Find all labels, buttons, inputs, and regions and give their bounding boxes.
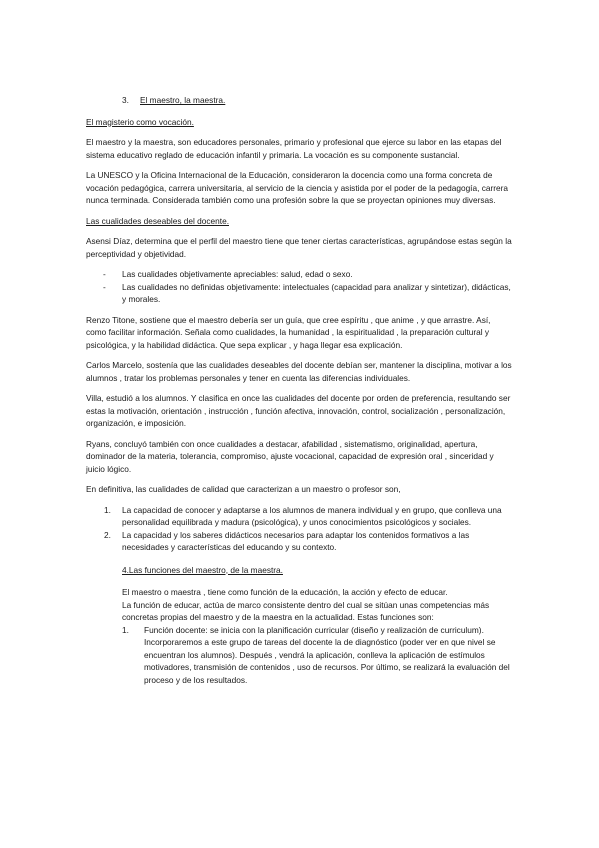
list-item-text: La capacidad de conocer y adaptarse a los alumnos de manera individual y en grupo, que conlleva una personalidad equilibrada y madura (psicológica), y unos conocimientos psicológicos y sociales. bbox=[122, 504, 502, 527]
list-item bbox=[86, 504, 513, 529]
cualidades-heading: Las cualidades deseables del docente. bbox=[86, 215, 229, 226]
dash-marker: - bbox=[103, 269, 106, 279]
section-3-title-text: El maestro, la maestra. bbox=[140, 95, 226, 105]
section-4-line-1: El maestro o maestra , tiene como función de la educación, la acción y efecto de educar. bbox=[122, 587, 448, 597]
number-marker: 1. bbox=[104, 504, 111, 515]
list-item bbox=[86, 281, 513, 306]
list-item-text: Las cualidades objetivamente apreciables: salud, edad o sexo. bbox=[122, 269, 353, 279]
section-3-number: 3. bbox=[122, 95, 129, 105]
funciones-list bbox=[122, 624, 513, 687]
dash-marker: - bbox=[103, 281, 106, 292]
cualidades-bullet-list bbox=[86, 268, 513, 306]
section-3-title bbox=[122, 94, 513, 107]
vocacion-paragraph-1: El maestro y la maestra, son educadores personales, primario y profesional que ejerce su labor en las etapas del sistema educativo reglado de educación infantil y primaria. La vocación es su componente sustancial. bbox=[86, 137, 502, 160]
list-item-text: La capacidad y los saberes didácticos necesarios para adaptar los contenidos formativos a las necesidades y características del educando y su contexto. bbox=[122, 529, 470, 552]
section-4-line-2: La función de educar, actúa de marco consistente dentro del cual se sitúan unas competencias más concretas propias del maestro y de la maestra en la actualidad. Estas funciones son: bbox=[122, 599, 490, 622]
ryans-paragraph: Ryans, concluyó también con once cualidades a destacar, afabilidad , sistematismo, originalidad, apertura, dominador de la materia, tolerancia, compromiso, ajuste vocacional, capacidad de expresión oral , sinceridad y juicio lógico. bbox=[86, 438, 494, 474]
cualidades-paragraph-1: Asensi Díaz, determina que el perfil del maestro tiene que tener ciertas características, agrupándose estas según la perceptividad y objetividad. bbox=[86, 236, 512, 259]
list-item bbox=[86, 268, 513, 281]
vocacion-heading: El magisterio como vocación. bbox=[86, 116, 194, 127]
definitiva-paragraph: En definitiva, las cualidades de calidad que caracterizan a un maestro o profesor son, bbox=[86, 484, 401, 494]
vocacion-paragraph-2: La UNESCO y la Oficina Internacional de la Educación, consideraron la docencia como una forma concreta de vocación pedagógica, carrera universitaria, al servicio de la ciencia y asistida por el poder de la pedagogía, carrera nunca terminada. Considerada también como una profesión sobre la que se proyectan opiniones muy diversas. bbox=[86, 170, 508, 205]
titone-paragraph: Renzo Titone, sostiene que el maestro debería ser un guía, que cree espíritu , que anime , y que arrastre. Así, como facilitar información. Señala como cualidades, la humanidad , la espiritualidad , la preparación cultural y psicológica, y la habilidad didáctica. Que sepa explicar , y haga llegar esa explicación. bbox=[86, 314, 491, 350]
list-item-text: Las cualidades no definidas objetivamente: intelectuales (capacidad para analizar y sintetizar), didácticas, y morales. bbox=[122, 281, 511, 304]
list-item bbox=[122, 624, 513, 687]
list-item-text: Función docente: se inicia con la planificación curricular (diseño y realización de curriculum). Incorporaremos a este grupo de tareas del docente la de diagnóstico (poder ver en que nivel se encuentran los alumnos). Después , vendrá la aplicación, conlleva la aplicación de estímulos motivadores, transmisión de contenidos , uso de recursos. Por último, se realizará la evaluación del proceso y de los resultados. bbox=[144, 624, 510, 685]
cualidades-numbered-list bbox=[86, 504, 513, 554]
section-4-title: 4.Las funciones del maestro, de la maestra. bbox=[122, 564, 283, 575]
villa-paragraph: Villa, estudió a los alumnos. Y clasifica en once las cualidades del docente por orden de preferencia, resultando ser estas la motivación, orientación , instrucción , función afectiva, innovación, control, socialización , personalización, organización, e imposición. bbox=[86, 393, 511, 428]
list-item bbox=[86, 529, 513, 554]
number-marker: 1. bbox=[122, 624, 129, 635]
number-marker: 2. bbox=[104, 529, 111, 540]
section-4-body bbox=[122, 586, 513, 686]
marcelo-paragraph: Carlos Marcelo, sostenía que las cualidades deseables del docente debían ser, mantener la disciplina, motivar a los alumnos , tratar los problemas personales y tener en cuenta las diferencias individuales. bbox=[86, 360, 512, 383]
